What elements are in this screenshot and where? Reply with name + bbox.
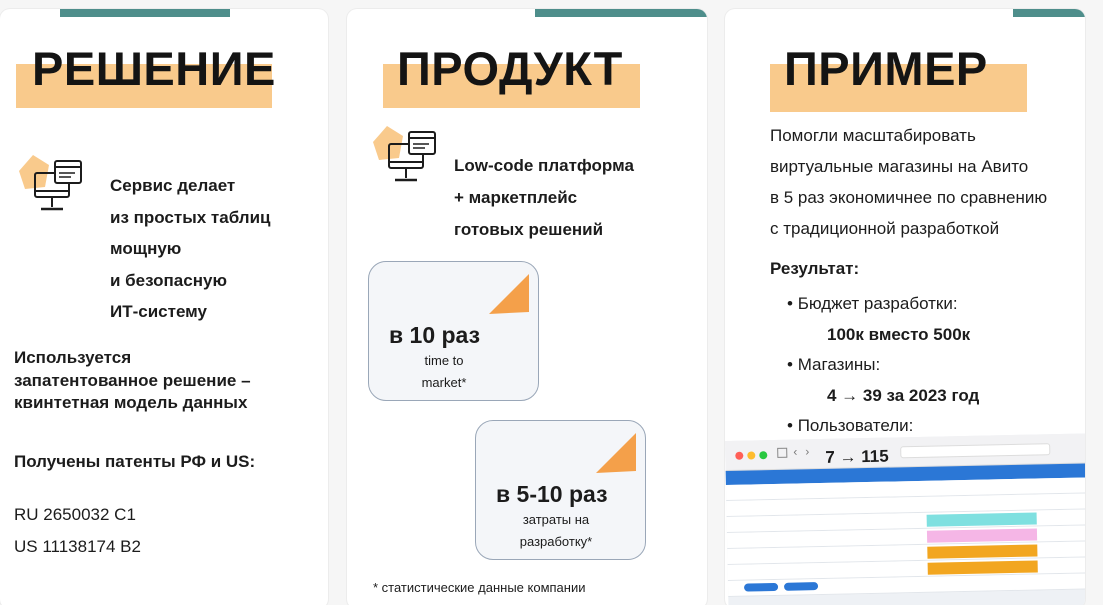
result-value: 4 → 39 за 2023 год — [827, 385, 980, 405]
patent-item: RU 2650032 C1 — [14, 505, 136, 524]
metric-bubble-cost — [475, 420, 646, 560]
address-bar — [900, 443, 1050, 458]
result-item: • Пользователи: — [787, 416, 914, 435]
tag-chip — [744, 583, 778, 592]
card-heading: ПРИМЕР — [770, 41, 988, 96]
back-icon: ‹ — [793, 444, 798, 459]
card-example — [725, 9, 1085, 605]
tag-chip — [784, 582, 818, 591]
solution-description: Сервис делает из простых таблиц мощную и безопасную ИТ-систему — [110, 176, 271, 321]
status-cell — [928, 560, 1038, 574]
metric-value: в 10 раз — [389, 322, 481, 348]
computer-icon — [371, 126, 441, 196]
metric-bubble-time — [368, 261, 539, 401]
result-value: 100к вместо 500к — [827, 324, 971, 344]
card-solution — [0, 9, 328, 605]
computer-icon — [17, 155, 87, 225]
result-item: • Бюджет разработки: — [787, 294, 958, 313]
patent-model-text: Используется запатентованное решение – квинтетная модель данных — [14, 348, 251, 412]
footnote: * статистические данные компании — [373, 580, 586, 595]
example-description: Помогли масштабировать виртуальные магазины на Авито в 5 раз экономичнее по сравнению с традиционной разработкой — [770, 126, 1048, 238]
app-screenshot — [725, 433, 1085, 605]
patents-title: Получены патенты РФ и US: — [14, 452, 256, 471]
window-maximize-icon — [759, 451, 767, 459]
result-value: 7 → 115 — [825, 446, 889, 467]
forward-icon: › — [805, 444, 810, 459]
card-heading: ПРОДУКТ — [383, 41, 623, 96]
card-top-bar — [1013, 9, 1085, 17]
card-top-bar — [535, 9, 707, 17]
patent-item: US 11138174 B2 — [14, 537, 141, 556]
triangle-icon — [487, 272, 531, 316]
metric-caption: затраты на разработку* — [519, 512, 593, 549]
window-close-icon — [735, 452, 743, 460]
result-title: Результат: — [770, 259, 860, 278]
window-minimize-icon — [747, 451, 755, 459]
sidebar-icon — [777, 448, 787, 458]
card-heading: РЕШЕНИЕ — [16, 41, 276, 96]
card-top-bar — [60, 9, 230, 17]
patents-list — [14, 499, 141, 563]
status-cell — [927, 512, 1037, 526]
product-description: Low-code платформа + маркетплейс готовых решений — [454, 156, 634, 239]
status-cell — [927, 544, 1037, 558]
metric-value: в 5-10 раз — [496, 481, 608, 507]
triangle-icon — [594, 431, 638, 475]
result-list — [787, 289, 979, 442]
result-item: • Магазины: — [787, 355, 881, 374]
metric-caption: time to market* — [421, 353, 467, 390]
status-cell — [927, 528, 1037, 542]
card-product — [347, 9, 707, 605]
